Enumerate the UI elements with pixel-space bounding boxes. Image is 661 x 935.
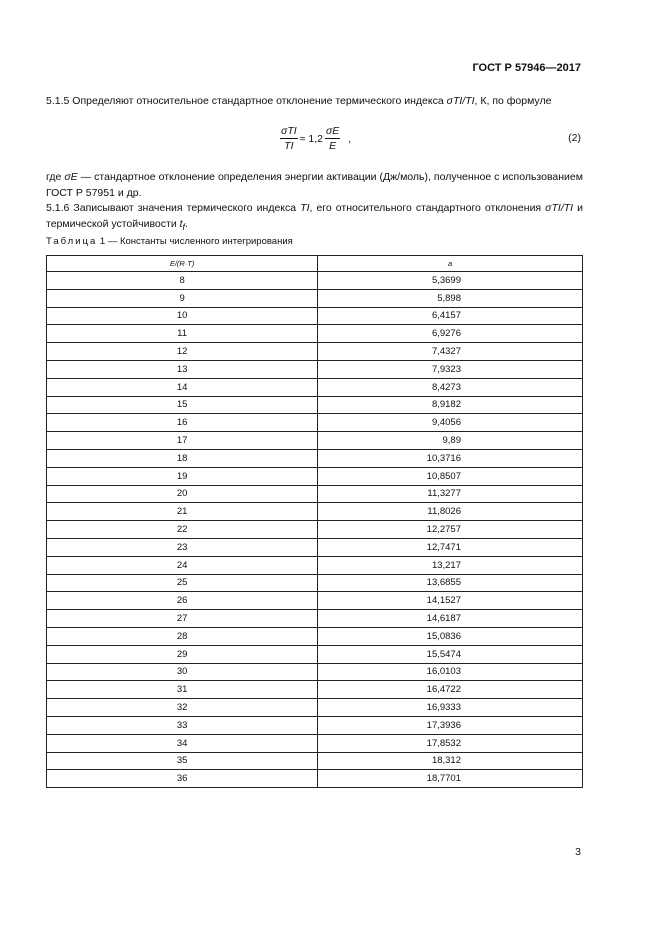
cell-a: 13,217	[318, 556, 583, 574]
cell-a: 8,9182	[318, 396, 583, 414]
cell-a: 5,898	[318, 289, 583, 307]
table-row	[47, 538, 583, 556]
cell-e-rt: 9	[47, 289, 318, 307]
table-row	[47, 699, 583, 717]
table-row	[47, 610, 583, 628]
cell-a: 5,3699	[318, 272, 583, 290]
cell-e-rt: 17	[47, 432, 318, 450]
constants-table	[46, 255, 583, 788]
cell-e-rt: 21	[47, 503, 318, 521]
section-5-1-6-text-d: .	[184, 218, 188, 230]
cell-a: 7,4327	[318, 343, 583, 361]
formula-approx-coefficient: ≈ 1,2	[299, 132, 323, 145]
formula-rhs-denominator: E	[329, 140, 337, 152]
formula-tail: ,	[348, 132, 352, 145]
document-header: ГОСТ Р 57946—2017	[472, 62, 581, 74]
cell-a: 16,0103	[318, 663, 583, 681]
cell-e-rt: 24	[47, 556, 318, 574]
table-row	[47, 592, 583, 610]
cell-a: 14,6187	[318, 610, 583, 628]
table-caption-label: Таблица	[46, 236, 98, 247]
cell-e-rt: 30	[47, 663, 318, 681]
cell-e-rt: 35	[47, 752, 318, 770]
cell-e-rt: 33	[47, 716, 318, 734]
table-row	[47, 467, 583, 485]
formula-rhs-fraction	[325, 124, 340, 153]
table-row	[47, 485, 583, 503]
cell-e-rt: 29	[47, 645, 318, 663]
where-clause	[46, 169, 583, 201]
table-row	[47, 770, 583, 788]
cell-a: 7,9323	[318, 360, 583, 378]
section-5-1-6-text-a: 5.1.6 Записывают значения термического индекса	[46, 202, 301, 214]
table-row	[47, 360, 583, 378]
cell-a: 14,1527	[318, 592, 583, 610]
relative-deviation-symbol: σTI/TI	[545, 202, 574, 214]
cell-a: 12,2757	[318, 521, 583, 539]
section-5-1-6-text-b: , его относительного стандартного отклонения	[309, 202, 546, 214]
section-5-1-6	[46, 200, 583, 235]
cell-e-rt: 32	[47, 699, 318, 717]
where-prefix: где	[46, 171, 65, 183]
table-row	[47, 272, 583, 290]
cell-a: 13,6855	[318, 574, 583, 592]
table-row	[47, 378, 583, 396]
table-row	[47, 734, 583, 752]
table-row	[47, 574, 583, 592]
table-row	[47, 556, 583, 574]
cell-a: 9,4056	[318, 414, 583, 432]
table-row	[47, 645, 583, 663]
sigma-ti-symbol: σTI/TI	[446, 95, 475, 107]
table-row	[47, 627, 583, 645]
table-caption-text: 1 — Константы численного интегрирования	[99, 236, 293, 247]
cell-a: 11,8026	[318, 503, 583, 521]
cell-a: 15,5474	[318, 645, 583, 663]
cell-a: 16,4722	[318, 681, 583, 699]
table-row	[47, 289, 583, 307]
cell-e-rt: 18	[47, 449, 318, 467]
cell-a: 16,9333	[318, 699, 583, 717]
cell-e-rt: 13	[47, 360, 318, 378]
formula-lhs-numerator: σTI	[281, 125, 297, 137]
table-row	[47, 663, 583, 681]
table-row	[47, 752, 583, 770]
cell-a: 15,0836	[318, 627, 583, 645]
sigma-e-symbol: σE	[64, 171, 78, 183]
cell-a: 11,3277	[318, 485, 583, 503]
cell-e-rt: 8	[47, 272, 318, 290]
formula-lhs-denominator: TI	[284, 140, 294, 152]
table-row	[47, 432, 583, 450]
table-body	[47, 272, 583, 788]
cell-e-rt: 12	[47, 343, 318, 361]
cell-e-rt: 28	[47, 627, 318, 645]
cell-a: 17,8532	[318, 734, 583, 752]
cell-e-rt: 25	[47, 574, 318, 592]
cell-a: 12,7471	[318, 538, 583, 556]
cell-a: 18,7701	[318, 770, 583, 788]
where-text: — стандартное отклонение определения энергии активации (Дж/моль), полученное с использованием ГОСТ Р 57951 и др.	[46, 171, 583, 199]
cell-e-rt: 15	[47, 396, 318, 414]
cell-e-rt: 27	[47, 610, 318, 628]
cell-e-rt: 20	[47, 485, 318, 503]
cell-a: 8,4273	[318, 378, 583, 396]
section-5-1-5-text: 5.1.5 Определяют относительное стандартное отклонение термического индекса	[46, 95, 447, 107]
table-row	[47, 307, 583, 325]
cell-e-rt: 19	[47, 467, 318, 485]
table-row	[47, 396, 583, 414]
cell-e-rt: 16	[47, 414, 318, 432]
formula-rhs-numerator: σE	[325, 125, 340, 137]
table-row	[47, 521, 583, 539]
cell-a: 18,312	[318, 752, 583, 770]
cell-a: 10,3716	[318, 449, 583, 467]
cell-e-rt: 34	[47, 734, 318, 752]
table-row	[47, 681, 583, 699]
section-5-1-6-text-c: и термической устойчивости	[46, 202, 583, 230]
tf-subscript: f	[182, 222, 185, 233]
cell-e-rt: 31	[47, 681, 318, 699]
cell-a: 6,4157	[318, 307, 583, 325]
formula-2	[280, 124, 351, 153]
table-caption	[46, 236, 293, 247]
formula-lhs-fraction	[280, 124, 298, 153]
cell-a: 9,89	[318, 432, 583, 450]
tf-symbol: t	[179, 218, 183, 230]
header-a: a	[318, 256, 583, 272]
cell-e-rt: 23	[47, 538, 318, 556]
table-row	[47, 325, 583, 343]
header-e-rt: E/(R·T)	[47, 256, 318, 272]
cell-e-rt: 36	[47, 770, 318, 788]
table-header-row	[47, 256, 583, 272]
page-number: 3	[575, 846, 581, 858]
section-5-1-5-suffix: , К, по формуле	[474, 95, 552, 107]
cell-a: 10,8507	[318, 467, 583, 485]
table-row	[47, 414, 583, 432]
ti-symbol: TI	[300, 202, 310, 214]
cell-e-rt: 10	[47, 307, 318, 325]
section-5-1-5	[46, 93, 583, 109]
cell-e-rt: 14	[47, 378, 318, 396]
table-row	[47, 449, 583, 467]
table-row	[47, 343, 583, 361]
cell-a: 17,3936	[318, 716, 583, 734]
cell-a: 6,9276	[318, 325, 583, 343]
formula-number: (2)	[568, 132, 581, 144]
table-row	[47, 716, 583, 734]
cell-e-rt: 22	[47, 521, 318, 539]
cell-e-rt: 11	[47, 325, 318, 343]
cell-e-rt: 26	[47, 592, 318, 610]
table-row	[47, 503, 583, 521]
